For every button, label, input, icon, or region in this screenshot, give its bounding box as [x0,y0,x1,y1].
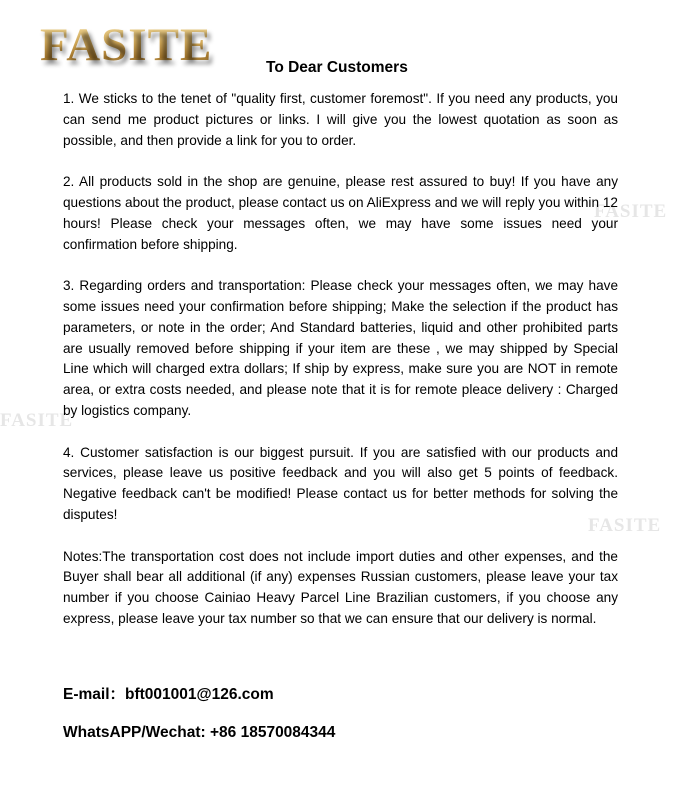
page-title: To Dear Customers [266,59,408,76]
notice-body [63,89,618,651]
watermark: FASITE [588,515,662,536]
brand-logo: FASITE [40,19,213,71]
paragraph-notes: Notes:The transportation cost does not include import duties and other expenses, and the Buyer shall bear all additional (if any) expenses Russian customers, please leave your tax number if you choose Cainiao Heavy Parcel Line Brazilian customers, if you choose any express, please leave your tax number so that we can ensure that our delivery is normal. [63,548,618,626]
whatsapp-contact: WhatsAPP/Wechat: +86 18570084344 [63,724,336,741]
watermark: FASITE [594,201,668,222]
watermark: FASITE [0,410,74,431]
paragraph-shipping: 3. Regarding orders and transportation: Please check your messages often, we may have some issues need your confirmation before shipping; Make the selection if the product has parameters, or note in the order; And Standard batteries, liquid and other prohibited parts are usually removed before shipping if your item are these , we may shipped by Special Line which will charged extra dollars; If ship by express, make sure you are NOT in remote area, or extra costs needed, and please note that it is for remote pleace delivery : Charged by logistics company. [63,278,618,418]
paragraph-genuine: 2. All products sold in the shop are genuine, please rest assured to buy! If you have any questions about the product, please contact us on AliExpress and we will reply you within 12 hours! Please check your messages often, we may have some issues need your confirmation before shipping. [63,174,618,252]
paragraph-quality: 1. We sticks to the tenet of "quality first, customer foremost". If you need any products, you can send me product pictures or links. I will give you the lowest quotation as soon as possible, and then provide a link for you to order. [63,91,618,148]
paragraph-feedback: 4. Customer satisfaction is our biggest pursuit. If you are satisfied with our products and services, please leave us positive feedback and you will also get 5 points of feedback. Negative feedback can't be modified! Please contact us for better methods for solving the disputes! [63,444,618,522]
email-contact: E-mail：bft001001@126.com [63,686,274,703]
